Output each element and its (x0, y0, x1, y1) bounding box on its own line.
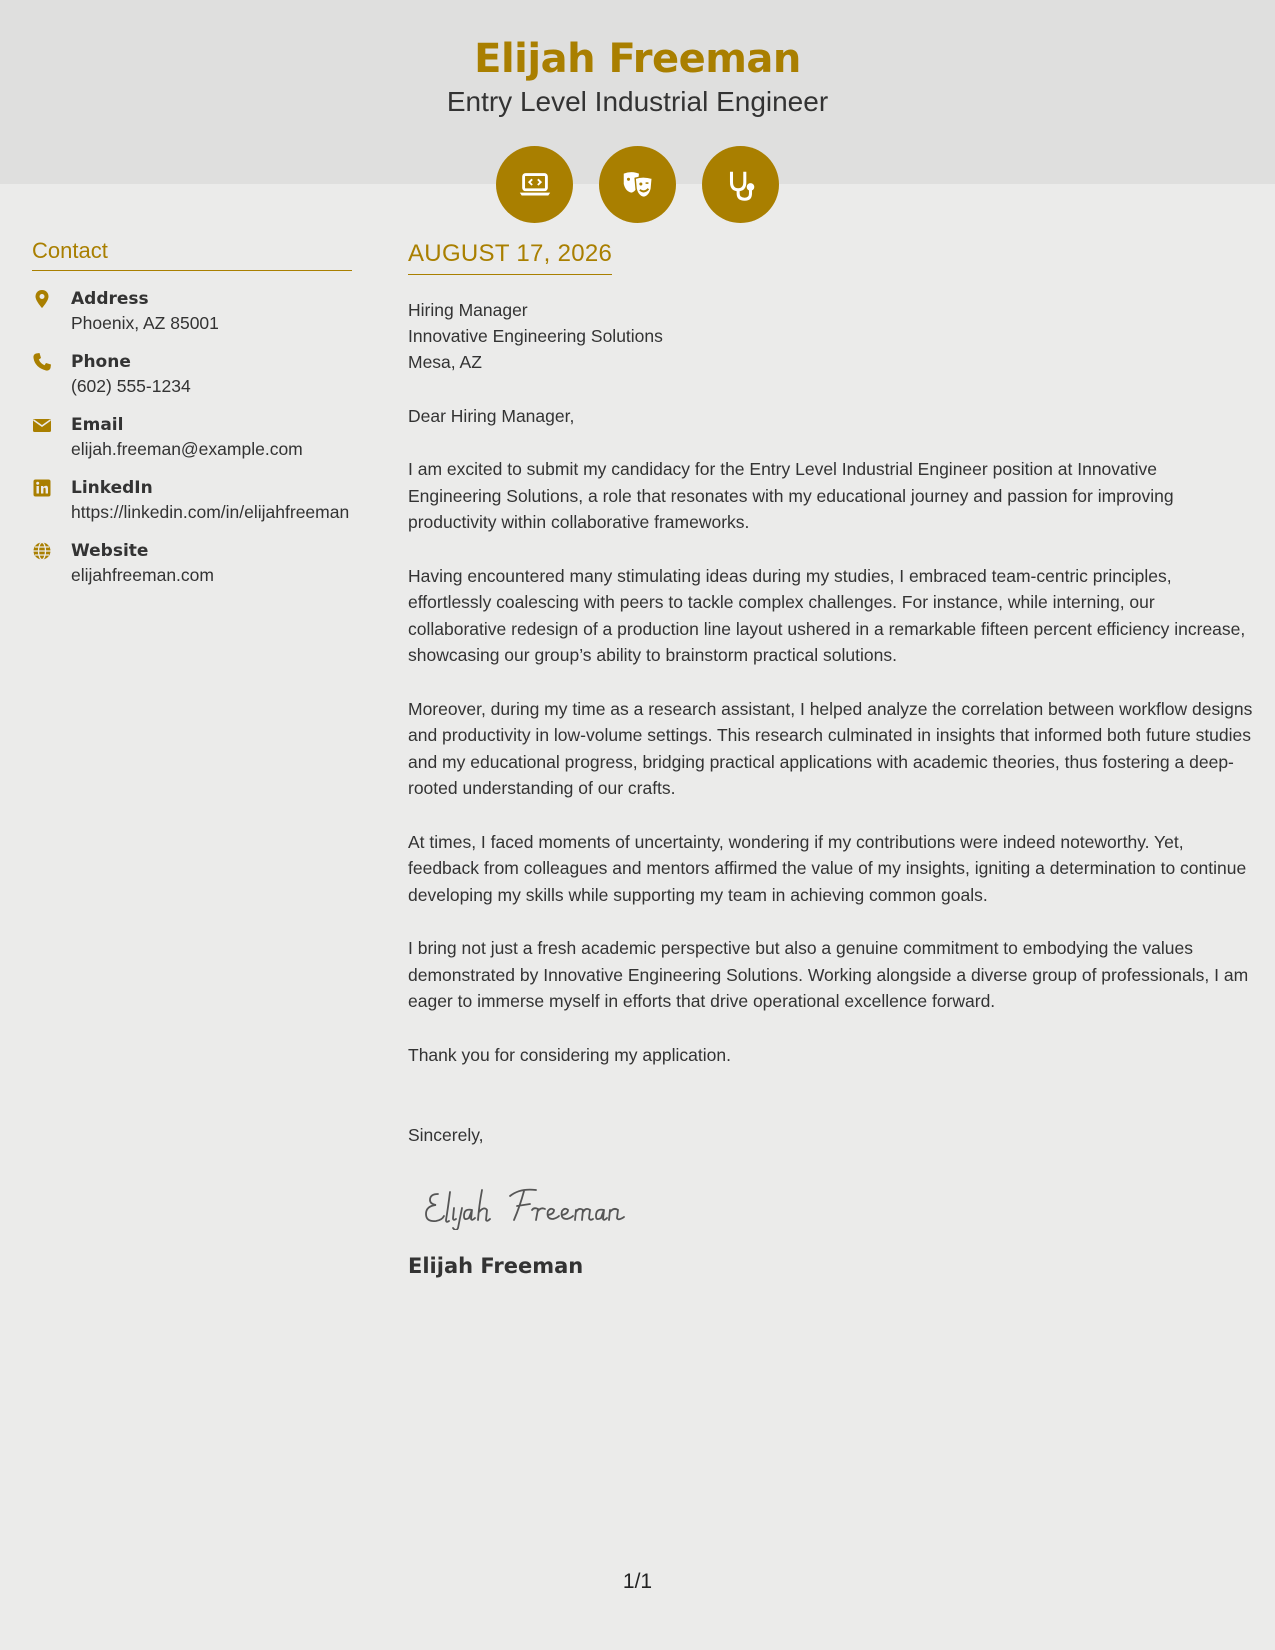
paragraph: Thank you for considering my application. (408, 1044, 731, 1065)
candidate-name: Elijah Freeman (474, 36, 801, 82)
contact-sidebar (32, 238, 352, 588)
linkedin-label: LinkedIn (71, 478, 153, 498)
letter-date: AUGUST 17, 2026 (408, 240, 612, 275)
address-label: Address (71, 289, 149, 309)
email-label: Email (71, 415, 124, 435)
website-value[interactable]: elijahfreeman.com (71, 565, 214, 585)
paragraph: Having encountered many stimulating ideas during my studies, I embraced team-centric principles, effortlessly coalescing with peers to tackle complex challenges. For instance, while interning, our collaborative redesign of a production line layout ushered in a remarkable fifteen percent efficiency increase, showcasing our group’s ability to brainstorm practical solutions. (408, 565, 1246, 665)
paragraph: Moreover, during my time as a research assistant, I helped analyze the correlation between workflow designs and productivity in low-volume settings. This research culminated in insights that informed both future studies and my educational progress, bridging practical applications with academic theories, thus fostering a deep-rooted understanding of our crafts. (408, 698, 1253, 798)
contact-address (32, 287, 352, 336)
address-value: Phoenix, AZ 85001 (71, 313, 219, 333)
contact-heading: Contact (32, 238, 352, 271)
linkedin-icon (32, 478, 52, 498)
salutation: Dear Hiring Manager, (408, 406, 575, 426)
linkedin-value[interactable]: https://linkedin.com/in/elijahfreeman (71, 502, 350, 522)
closing: Sincerely, (408, 1125, 484, 1145)
phone-label: Phone (71, 352, 131, 372)
contact-email (32, 413, 352, 462)
globe-icon (32, 541, 52, 561)
signer-name: Elijah Freeman (408, 1254, 584, 1278)
contact-linkedin (32, 476, 352, 525)
paragraph: I bring not just a fresh academic perspective but also a genuine commitment to embodying the values demonstrated by Innovative Engineering Solutions. Working alongside a diverse group of professionals, I am eager to immerse myself in efforts that drive operational excellence forward. (408, 938, 1249, 1011)
recipient-location: Mesa, AZ (408, 352, 482, 372)
letter-body (408, 240, 1253, 1278)
paragraph: I am excited to submit my candidacy for the Entry Level Industrial Engineer position at Innovative Engineering Solutions, a role that resonates with my educational journey and passion for improving productivity within collaborative frameworks. (408, 459, 1174, 532)
phone-value: (602) 555-1234 (71, 376, 191, 396)
interest-icons (496, 146, 779, 223)
job-title: Entry Level Industrial Engineer (446, 86, 829, 117)
handwritten-signature (424, 1180, 664, 1230)
paragraph: At times, I faced moments of uncertainty, wondering if my contributions were indeed noteworthy. Yet, feedback from colleagues and mentors affirmed the value of my insights, igniting a determination to continue developing my skills while supporting my team in achieving common goals. (408, 831, 1247, 905)
page-number: 1/1 (622, 1570, 653, 1593)
theater-masks-icon (599, 146, 676, 223)
map-marker-icon (32, 289, 52, 309)
recipient-name: Hiring Manager (408, 300, 528, 320)
recipient-block (408, 297, 1253, 375)
envelope-icon (32, 415, 52, 435)
contact-phone (32, 350, 352, 399)
website-label: Website (71, 541, 149, 561)
email-value[interactable]: elijah.freeman@example.com (71, 439, 303, 459)
stethoscope-icon (702, 146, 779, 223)
recipient-company: Innovative Engineering Solutions (408, 326, 663, 346)
phone-icon (32, 352, 52, 372)
contact-website (32, 539, 352, 588)
laptop-code-icon (496, 146, 573, 223)
